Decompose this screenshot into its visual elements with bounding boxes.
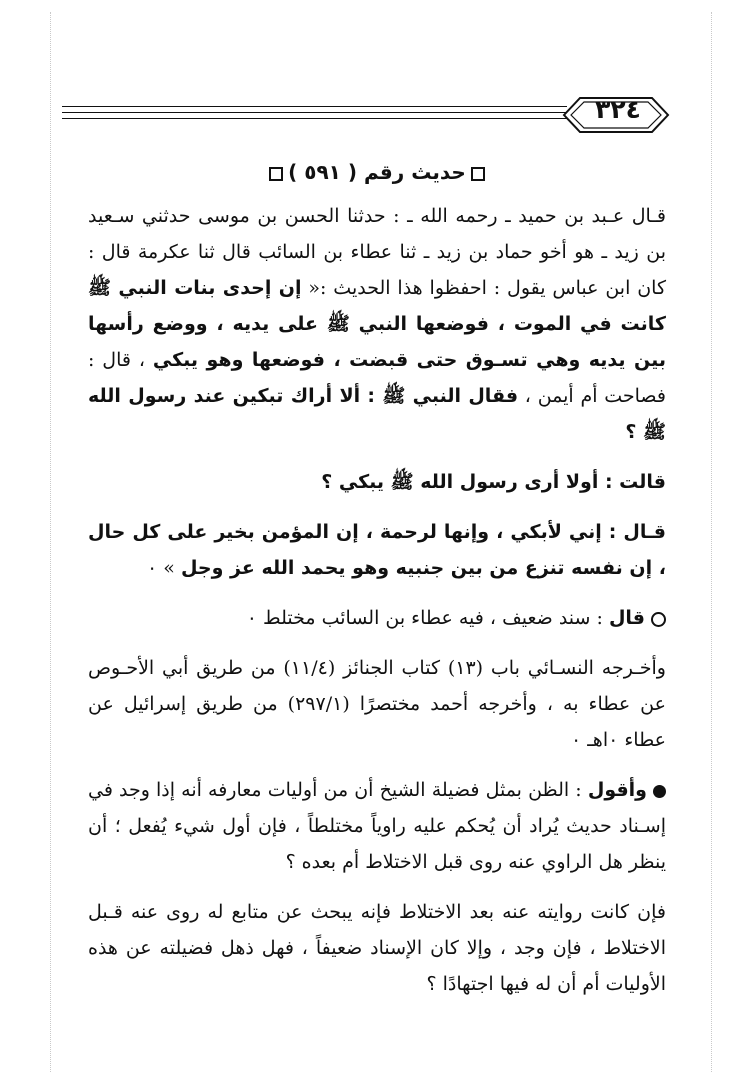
hadith-title	[88, 156, 666, 188]
matn-text: قـال : إني لأبكي ، وإنها لرحمة ، إن المؤمن بخير على كل حال ، إن نفسه تنزع من بين جنبيه وهو يحمد الله عز وجل	[88, 521, 666, 579]
square-ornament-icon	[471, 167, 485, 181]
hadith-title-text: حديث رقم ( ٥٩١ )	[288, 160, 466, 184]
page-number: ٣٢٤	[595, 95, 641, 124]
aqul-paragraph	[88, 772, 666, 880]
qal-text: : سند ضعيف ، فيه عطاء بن السائب مختلط ٠	[246, 607, 609, 629]
isnad-text: قـال عـبد بن حميد ـ رحمه الله ـ : حدثنا الحسن بن موسى حدثني سـعيد بن زيد ـ هو أخو حماد بن زيد ـ ثنا عطاء بن السائب قال ثنا عكرمة قال : كان ابن عباس يقول : احفظوا هذا الحديث :«	[88, 205, 666, 299]
page-body	[88, 150, 666, 1016]
closing-paragraph: فإن كانت روايته عنه بعد الاختلاط فإنه يبحث عن متابع له روى عنه قـبل الاختلاط ، فإن وجد ، وإلا كان الإسناد ضعيفاً ، فهل ذهل فضيلته عن هذه الأوليات أم أن له فيها اجتهادًا ؟	[88, 901, 666, 995]
hollow-circle-icon	[651, 612, 666, 627]
header-rule	[62, 112, 567, 113]
reply-end: » ٠	[147, 557, 181, 579]
hadith-narration	[88, 198, 666, 450]
header-rule	[62, 118, 567, 119]
header-rule	[62, 106, 567, 107]
reply-paragraph	[88, 514, 666, 586]
matn-text: إن إحدى بنات النبي ﷺ كانت في الموت ، فوضعها النبي ﷺ على يديه ، ووضع رأسها بين يديه وهي تسـوق حتى قبضت ، فوضعها وهو يبكي	[88, 277, 666, 371]
aqul-label: وأقول	[587, 779, 647, 801]
qal-label: قال	[608, 607, 645, 629]
aqul-text: : الظن بمثل فضيلة الشيخ أن من أوليات معارفه أنه إذا وجد في إسـناد حديث يُراد أن يُحكم عليه راوياً مختلطاً ، فإن أول شيء يُفعل ؛ أن ينظر هل الراوي عنه روى قبل الاختلاط أم بعده ؟	[88, 779, 666, 873]
reply-paragraph: قالت : أولا أرى رسول الله ﷺ يبكي ؟	[321, 471, 666, 493]
square-ornament-icon	[269, 167, 283, 181]
matn-text: فقال النبي ﷺ : ألا أراك تبكين عند رسول الله ﷺ ؟	[88, 385, 666, 443]
page-header	[62, 92, 672, 138]
qal-paragraph	[88, 600, 666, 636]
narration-mid: ، قال : فصاحت أم أيمن ،	[88, 349, 666, 407]
filled-circle-icon	[653, 785, 666, 798]
takhrij-paragraph: وأخـرجه النسـائي باب (١٣) كتاب الجنائز (١١/٤) من طريق أبي الأحـوص عن عطاء به ، وأخرجه أحمد مختصرًا (٢٩٧/١) من طريق إسرائيل عن عطاء ٠اهـ ٠	[88, 657, 666, 751]
